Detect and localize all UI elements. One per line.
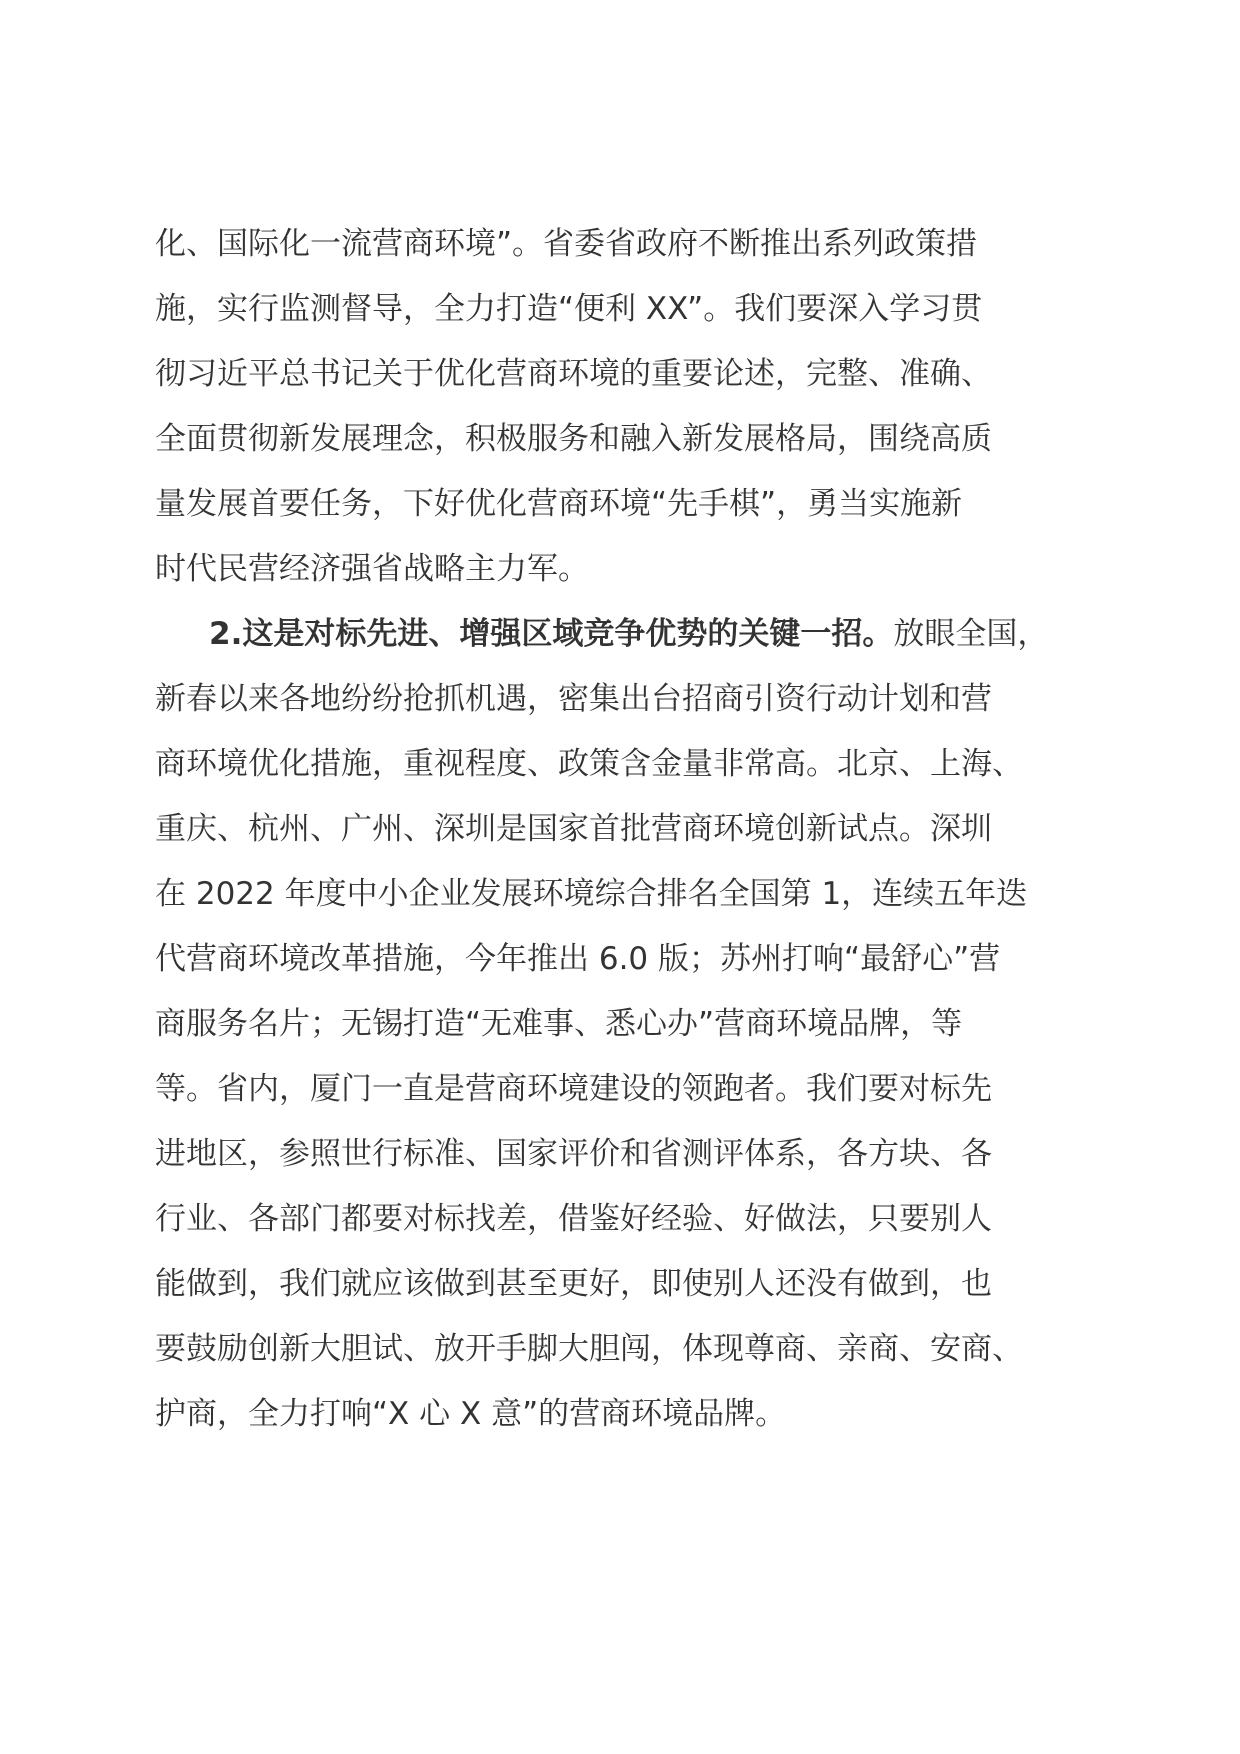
paragraph-line: 施，实行监测督导，全力打造“便利 XX”。我们要深入学习贯 [155, 291, 983, 327]
paragraph-line: 进地区，参照世行标准、国家评价和省测评体系，各方块、各 [155, 1136, 992, 1172]
paragraph-line: 重庆、杭州、广州、深圳是国家首批营商环境创新试点。深圳 [155, 811, 992, 847]
paragraph-line: 能做到，我们就应该做到甚至更好，即使别人还没有做到，也 [155, 1266, 992, 1302]
paragraph-line: 代营商环境改革措施，今年推出 6.0 版；苏州打响“最舒心”营 [155, 941, 1001, 977]
paragraph-line: 在 2022 年度中小企业发展环境综合排名全国第 1，连续五年迭 [155, 876, 1028, 912]
paragraph-line: 等。省内，厦门一直是营商环境建设的领跑者。我们要对标先 [155, 1071, 992, 1107]
paragraph-line: 彻习近平总书记关于优化营商环境的重要论述，完整、准确、 [155, 356, 992, 392]
paragraph-line: 量发展首要任务，下好优化营商环境“先手棋”，勇当实施新 [155, 486, 963, 522]
paragraph-line: 新春以来各地纷纷抢抓机遇，密集出台招商引资行动计划和营 [155, 681, 992, 717]
paragraph-first-line [155, 602, 1105, 667]
paragraph-1 [155, 212, 1105, 602]
paragraph-line: 全面贯彻新发展理念，积极服务和融入新发展格局，围绕高质 [155, 421, 992, 457]
paragraph-line: 行业、各部门都要对标找差，借鉴好经验、好做法，只要别人 [155, 1201, 992, 1237]
paragraph-line: 要鼓励创新大胆试、放开手脚大胆闯，体现尊商、亲商、安商、 [155, 1331, 1023, 1367]
paragraph-line: 化、国际化一流营商环境”。省委省政府不断推出系列政策措 [155, 226, 978, 262]
paragraph-line: 护商，全力打响“X 心 X 意”的营商环境品牌。 [155, 1396, 787, 1432]
paragraph-line: 时代民营经济强省战略主力军。 [155, 551, 589, 587]
document-body [155, 212, 1105, 1447]
paragraph-2 [155, 602, 1105, 1447]
paragraph-line-rest: 放眼全国， [893, 616, 1049, 652]
paragraph-line: 商环境优化措施，重视程度、政策含金量非常高。北京、上海、 [155, 746, 1023, 782]
paragraph-line: 商服务名片；无锡打造“无难事、悉心办”营商环境品牌，等 [155, 1006, 963, 1042]
section-heading: 2.这是对标先进、增强区域竞争优势的关键一招。 [209, 616, 894, 652]
